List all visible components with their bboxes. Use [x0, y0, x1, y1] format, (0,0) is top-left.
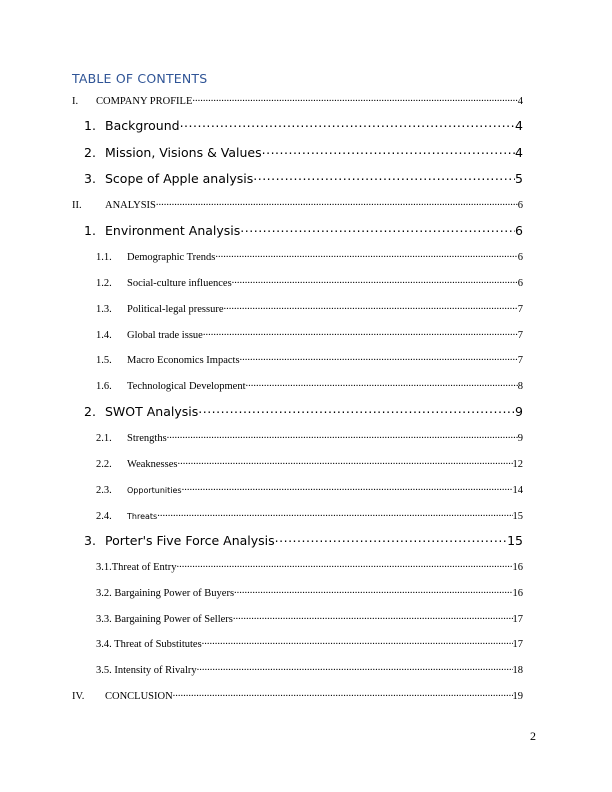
toc-entry-number: IV. [72, 690, 85, 702]
toc-entry-label: Demographic Trends [127, 251, 216, 263]
toc-entry[interactable] [84, 170, 523, 186]
toc-leader-dots [232, 275, 518, 286]
toc-entry-page: 17 [512, 613, 523, 625]
toc-entry-label: Weaknesses [127, 458, 178, 470]
toc-entry-label: 3.3. Bargaining Power of Sellers [96, 613, 233, 625]
toc-entry[interactable] [84, 117, 523, 133]
toc-leader-dots [202, 636, 513, 647]
toc-entry[interactable] [72, 197, 523, 211]
toc-entry-label: Threats [127, 511, 158, 521]
toc-entry[interactable] [72, 93, 523, 107]
toc-entry-label: Technological Development [127, 380, 246, 392]
toc-entry[interactable] [96, 327, 523, 341]
toc-entry[interactable] [96, 508, 523, 522]
toc-leader-dots [240, 222, 515, 235]
toc-entry-label: Mission, Visions & Values [105, 144, 262, 160]
toc-entry-number: 1.1. [96, 251, 112, 263]
toc-entry[interactable] [96, 430, 523, 444]
toc-entry-label: Strengths [127, 432, 167, 444]
toc-entry[interactable] [96, 482, 523, 496]
toc-entry-label: ANALYSIS [105, 199, 156, 211]
toc-entry[interactable] [72, 688, 523, 702]
toc-entry-page: 4 [515, 117, 523, 133]
toc-leader-dots [197, 662, 513, 673]
toc-entry-number: 2. [84, 144, 96, 160]
toc-leader-dots [246, 378, 518, 389]
toc-leader-dots [180, 117, 515, 130]
toc-entry-number: 2.2. [96, 458, 112, 470]
toc-entry-page: 7 [517, 303, 523, 315]
toc-entry-page: 17 [512, 638, 523, 650]
toc-leader-dots [233, 611, 513, 622]
toc-leader-dots [167, 430, 518, 441]
toc-entry[interactable] [84, 403, 523, 419]
toc-entry-number: 2. [84, 403, 96, 419]
toc-entry-number: II. [72, 199, 82, 211]
toc-entry[interactable] [84, 222, 523, 238]
toc-leader-dots [262, 144, 515, 157]
toc-leader-dots [224, 301, 518, 312]
toc-entry[interactable] [96, 301, 523, 315]
toc-entry-page: 5 [515, 170, 523, 186]
toc-entry-page: 9 [517, 432, 523, 444]
toc-entry[interactable] [96, 275, 523, 289]
toc-entry[interactable] [84, 532, 523, 548]
toc-entry-number: 1.2. [96, 277, 112, 289]
toc-entry-number: 2.3. [96, 484, 112, 496]
toc-entry-number: 2.1. [96, 432, 112, 444]
toc-entry[interactable] [96, 378, 523, 392]
toc-entry-label: Porter's Five Force Analysis [105, 532, 275, 548]
toc-entry-page: 6 [517, 277, 523, 289]
toc-leader-dots [156, 197, 518, 208]
toc-leader-dots [203, 327, 518, 338]
toc-entry-page: 6 [515, 222, 523, 238]
toc-entry-page: 16 [512, 561, 523, 573]
toc-leader-dots [182, 482, 513, 493]
toc-leader-dots [177, 456, 512, 467]
toc-entry[interactable] [96, 249, 523, 263]
toc-entry-number: 2.4. [96, 510, 112, 522]
toc-entry-page: 8 [517, 380, 523, 392]
toc-entry[interactable] [96, 456, 523, 470]
toc-entry-label: Scope of Apple analysis [105, 170, 254, 186]
toc-entry-label: Macro Economics Impacts [127, 354, 240, 366]
toc-entry-page: 18 [512, 664, 523, 676]
toc-entry-page: 6 [517, 251, 523, 263]
toc-entry-label: Background [105, 117, 180, 133]
toc-entry-page: 4 [517, 95, 523, 107]
toc-entry-label: 3.5. Intensity of Rivalry [96, 664, 197, 676]
toc-entry-label: Social-culture influences [127, 277, 232, 289]
toc-leader-dots [240, 352, 518, 363]
toc-entry[interactable] [84, 144, 523, 160]
toc-entry-page: 16 [512, 587, 523, 599]
toc-entry-label: COMPANY PROFILE [96, 95, 193, 107]
toc-entry-number: 1.5. [96, 354, 112, 366]
toc-leader-dots [198, 403, 515, 416]
toc-entry-page: 19 [512, 690, 523, 702]
toc-entry-page: 15 [507, 532, 523, 548]
toc-entry-page: 4 [515, 144, 523, 160]
toc-entry[interactable] [96, 636, 523, 650]
toc-entry-label: Political-legal pressure [127, 303, 224, 315]
toc-entry-label: 3.2. Bargaining Power of Buyers [96, 587, 235, 599]
toc-entry-number: 1.4. [96, 329, 112, 341]
toc-leader-dots [234, 585, 512, 596]
toc-entry[interactable] [96, 585, 523, 599]
toc-leader-dots [215, 249, 517, 260]
toc-entry-number: 3. [84, 532, 96, 548]
toc-entry-page: 12 [512, 458, 523, 470]
toc-entry[interactable] [96, 352, 523, 366]
toc-entry-page: 7 [517, 329, 523, 341]
toc-entry-number: 1. [84, 117, 96, 133]
toc-entry-number: 1.3. [96, 303, 112, 315]
toc-entry-label: Environment Analysis [105, 222, 241, 238]
toc-entry-number: I. [72, 95, 79, 107]
toc-entry-page: 14 [512, 484, 523, 496]
toc-entry-page: 9 [515, 403, 523, 419]
toc-leader-dots [253, 170, 515, 183]
toc-entry-number: 1.6. [96, 380, 112, 392]
toc-leader-dots [176, 559, 512, 570]
toc-entry-number: 3. [84, 170, 96, 186]
toc-leader-dots [275, 532, 507, 545]
toc-entry-label: Global trade issue [127, 329, 203, 341]
toc-leader-dots [157, 508, 512, 519]
toc-entry-label: SWOT Analysis [105, 403, 199, 419]
toc-title: TABLE OF CONTENTS [72, 71, 208, 86]
toc-entry-number: 1. [84, 222, 96, 238]
toc-entry-label: 3.1.Threat of Entry [96, 561, 177, 573]
page-number: 2 [530, 729, 536, 743]
toc-entry[interactable] [96, 559, 523, 573]
toc-leader-dots [173, 688, 513, 699]
toc-entry-label: Opportunities [127, 485, 182, 495]
toc-entry-label: 3.4. Threat of Substitutes [96, 638, 202, 650]
toc-entry-page: 7 [517, 354, 523, 366]
toc-entry-page: 15 [512, 510, 523, 522]
toc-entry[interactable] [96, 662, 523, 676]
toc-leader-dots [192, 93, 517, 104]
toc-entry-page: 6 [517, 199, 523, 211]
toc-entry-label: CONCLUSION [105, 690, 173, 702]
toc-entry[interactable] [96, 611, 523, 625]
